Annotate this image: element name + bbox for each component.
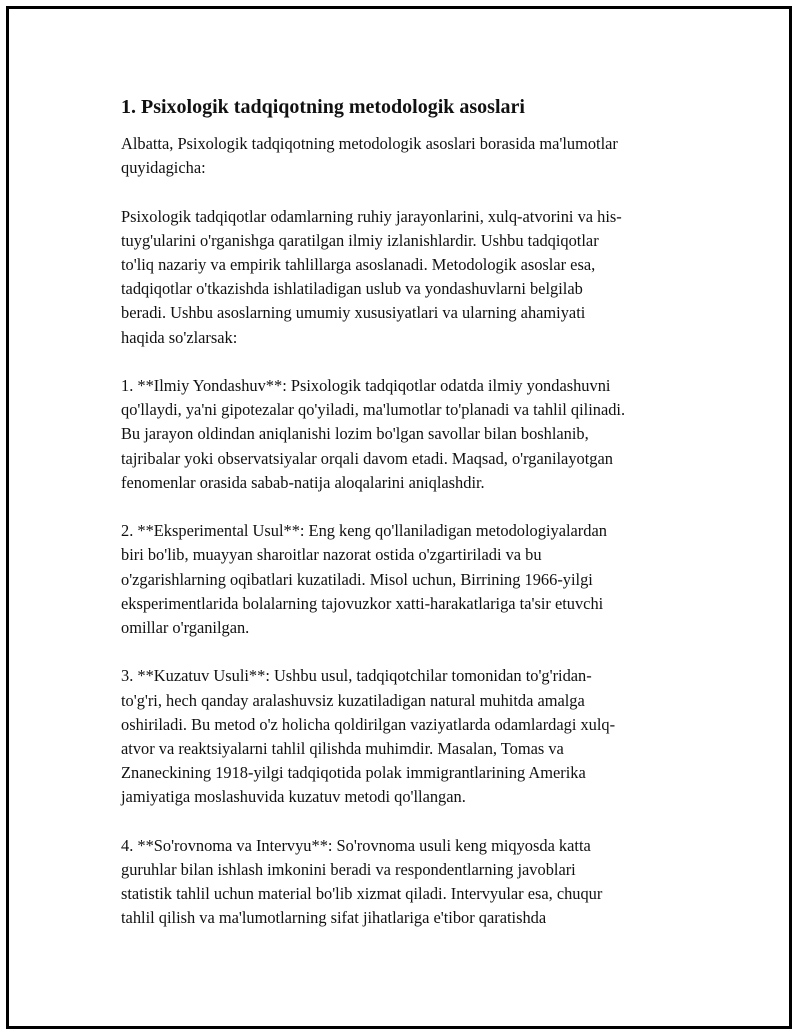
text-line: o'zgarishlarning oqibatlari kuzatiladi. Misol uchun, Birrining 1966-yilgi — [121, 569, 593, 589]
paragraph-item-2 — [121, 519, 701, 640]
text-line: tadqiqotlar o'tkazishda ishlatiladigan uslub va yondashuvlarni belgilab — [121, 279, 583, 299]
text-line: tajribalar yoki observatsiyalar orqali davom etadi. Maqsad, o'rganilayotgan — [121, 448, 613, 468]
text-line: Psixologik tadqiqotlar odamlarning ruhiy jarayonlarini, xulq-atvorini va his- — [121, 206, 622, 226]
text-line: beradi. Ushbu asoslarning umumiy xususiyatlari va ularning ahamiyati — [121, 303, 586, 323]
text-line: 3. **Kuzatuv Usuli**: Ushbu usul, tadqiqotchilar tomonidan to'g'ridan- — [121, 666, 592, 686]
text-line: to'g'ri, hech qanday aralashuvsiz kuzatiladigan natural muhitda amalga — [121, 690, 585, 710]
paragraph-overview — [121, 205, 701, 350]
text-line: biri bo'lib, muayyan sharoitlar nazorat ostida o'zgartiriladi va bu — [121, 545, 542, 565]
text-line: 4. **So'rovnoma va Intervyu**: So'rovnoma usuli keng miqyosda katta — [121, 835, 591, 855]
text-line: tahlil qilish va ma'lumotlarning sifat jihatlariga e'tibor qaratishda — [121, 908, 547, 928]
text-line: oshiriladi. Bu metod o'z holicha qoldirilgan vaziyatlarda odamlardagi xulq- — [121, 714, 616, 734]
text-line: 1. **Ilmiy Yondashuv**: Psixologik tadqiqotlar odatda ilmiy yondashuvni — [121, 376, 611, 395]
page-title: 1. Psixologik tadqiqotning metodologik asoslari — [121, 96, 525, 118]
text-line: Bu jarayon oldindan aniqlanishi lozim bo'lgan savollar bilan boshlanib, — [121, 424, 589, 444]
text-line: atvor va reaktsiyalarni tahlil qilishda muhimdir. Masalan, Tomas va — [121, 739, 564, 759]
paragraph-item-3 — [121, 664, 701, 809]
text-line: eksperimentlarida bolalarning tajovuzkor xatti-harakatlariga ta'sir etuvchi — [121, 593, 604, 613]
text-line: quyidagicha: — [121, 158, 206, 178]
text-line: guruhlar bilan ishlash imkonini beradi va respondentlarning javoblari — [121, 860, 576, 880]
document-page — [6, 6, 792, 1029]
text-line: Znaneckining 1918-yilgi tadqiqotida polak immigrantlarining Amerika — [121, 763, 586, 783]
paragraph-item-1 — [121, 374, 701, 495]
text-line: to'liq nazariy va empirik tahlillarga asoslanadi. Metodologik asoslar esa, — [121, 255, 596, 274]
paragraph-item-4 — [121, 834, 701, 931]
paragraph-intro — [121, 132, 701, 180]
text-line: statistik tahlil uchun material bo'lib xizmat qiladi. Intervyular esa, chuqur — [121, 884, 603, 904]
text-line: omillar o'rganilgan. — [121, 618, 250, 638]
text-line: tuyg'ularini o'rganishga qaratilgan ilmiy izlanishlardir. Ushbu tadqiqotlar — [121, 230, 599, 250]
text-line: jamiyatiga moslashuvida kuzatuv metodi qo'llangan. — [121, 787, 466, 807]
text-line: haqida so'zlarsak: — [121, 327, 238, 347]
document-content — [121, 95, 701, 955]
text-line: fenomenlar orasida sabab-natija aloqalarini aniqlashdir. — [121, 472, 485, 492]
text-line: qo'llaydi, ya'ni gipotezalar qo'yiladi, ma'lumotlar to'planadi va tahlil qilinadi. — [121, 400, 626, 420]
text-line: 2. **Eksperimental Usul**: Eng keng qo'llaniladigan metodologiyalardan — [121, 521, 607, 541]
text-line: Albatta, Psixologik tadqiqotning metodologik asoslari borasida ma'lumotlar — [121, 134, 618, 153]
